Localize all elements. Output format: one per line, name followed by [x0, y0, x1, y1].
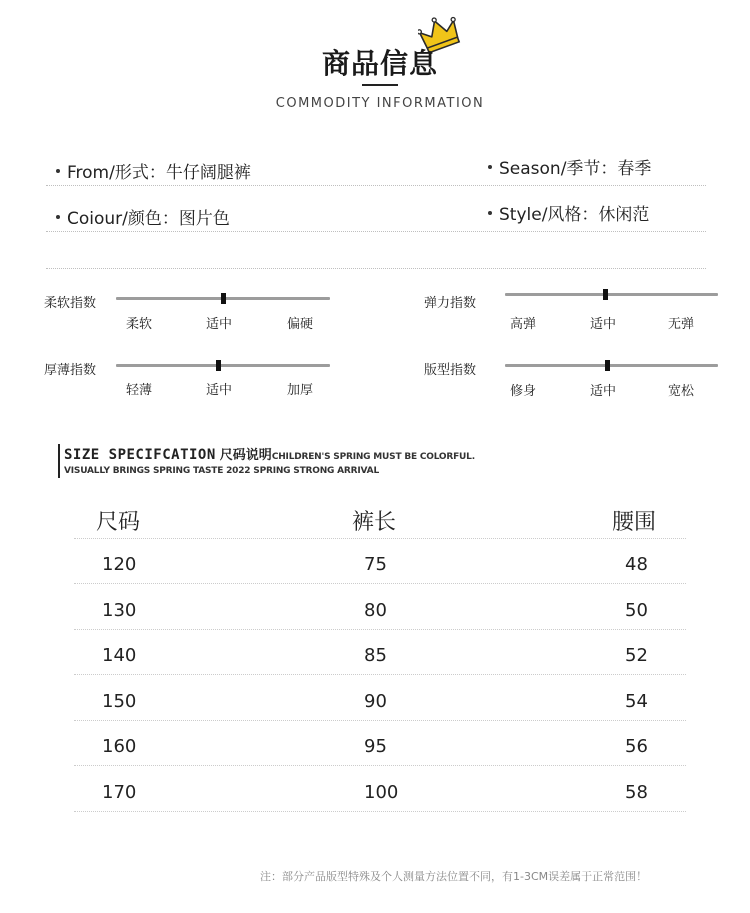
scale-marker-softness — [221, 293, 226, 304]
scale-track-thickness — [116, 364, 330, 367]
table-cell: 160 — [102, 736, 137, 757]
divider — [46, 185, 706, 186]
info-style — [488, 200, 649, 225]
scale-option: 轻薄 — [126, 383, 153, 398]
page-subtitle: COMMODITY INFORMATION — [275, 96, 485, 111]
table-cell: 120 — [102, 554, 137, 575]
table-header-length: 裤长 — [352, 510, 397, 535]
scale-option: 加厚 — [287, 383, 314, 398]
scale-marker-fit — [605, 360, 610, 371]
table-cell: 80 — [364, 600, 387, 621]
table-cell: 95 — [364, 736, 387, 757]
page-title: 商品信息 — [321, 47, 438, 80]
scale-track-elasticity — [505, 293, 718, 296]
table-cell: 50 — [625, 600, 648, 621]
table-cell: 58 — [625, 782, 648, 803]
table-row-divider — [74, 629, 686, 630]
table-cell: 75 — [364, 554, 387, 575]
scale-option: 适中 — [590, 317, 617, 332]
table-cell: 52 — [625, 645, 648, 666]
scale-option: 柔软 — [126, 317, 153, 332]
scale-option: 适中 — [206, 317, 233, 332]
table-cell: 48 — [625, 554, 648, 575]
divider — [46, 231, 706, 232]
table-row-divider — [74, 720, 686, 721]
scale-marker-thickness — [216, 360, 221, 371]
measurement-note: 注：部分产品版型特殊及个人测量方法位置不同，有1-3CM误差属于正常范围！ — [260, 870, 648, 883]
table-row-divider — [74, 674, 686, 675]
scale-track-fit — [505, 364, 718, 367]
bullet-icon — [56, 215, 60, 219]
table-cell: 90 — [364, 691, 387, 712]
table-cell: 130 — [102, 600, 137, 621]
table-cell: 100 — [364, 782, 399, 803]
table-header-size: 尺码 — [96, 510, 141, 535]
info-colour-text: Coiour/颜色：图片色 — [67, 209, 230, 229]
scale-option: 无弹 — [668, 317, 695, 332]
table-cell: 85 — [364, 645, 387, 666]
info-season-text: Season/季节：春季 — [499, 159, 652, 179]
table-cell: 56 — [625, 736, 648, 757]
section-accent-bar — [58, 444, 60, 478]
scale-option: 高弹 — [510, 317, 537, 332]
divider — [46, 268, 706, 269]
scale-option: 偏硬 — [287, 317, 314, 332]
size-spec-title-cn: 尺码说明 — [219, 448, 272, 463]
scale-label-thickness: 厚薄指数 — [44, 363, 97, 378]
info-from — [56, 158, 251, 183]
scale-option: 修身 — [510, 384, 537, 399]
bullet-icon — [488, 211, 492, 215]
title-divider — [362, 84, 398, 86]
size-spec-heading — [64, 444, 475, 463]
scale-label-elasticity: 弹力指数 — [424, 296, 477, 311]
bullet-icon — [488, 165, 492, 169]
table-row-divider — [74, 765, 686, 766]
table-header-waist: 腰围 — [612, 510, 657, 535]
info-style-text: Style/风格：休闲范 — [499, 205, 650, 225]
table-cell: 150 — [102, 691, 137, 712]
size-spec-title: SIZE SPECIFCATION — [64, 447, 216, 463]
scale-option: 适中 — [206, 383, 233, 398]
table-cell: 54 — [625, 691, 648, 712]
table-row-divider — [74, 583, 686, 584]
scale-option: 适中 — [590, 384, 617, 399]
size-spec-tagline-2: VISUALLY BRINGS SPRING TASTE 2022 SPRING STRONG ARRIVAL — [64, 466, 379, 476]
bullet-icon — [56, 169, 60, 173]
scale-label-fit: 版型指数 — [424, 363, 477, 378]
table-cell: 140 — [102, 645, 137, 666]
table-divider — [74, 538, 686, 539]
table-row-divider — [74, 811, 686, 812]
scale-label-softness: 柔软指数 — [44, 296, 97, 311]
scale-marker-elasticity — [603, 289, 608, 300]
info-season — [488, 154, 651, 179]
info-colour — [56, 204, 230, 229]
size-spec-tagline: CHILDREN'S SPRING MUST BE COLORFUL. — [271, 452, 475, 462]
table-cell: 170 — [102, 782, 137, 803]
scale-option: 宽松 — [668, 384, 695, 399]
info-from-text: From/形式：牛仔阔腿裤 — [67, 163, 251, 183]
